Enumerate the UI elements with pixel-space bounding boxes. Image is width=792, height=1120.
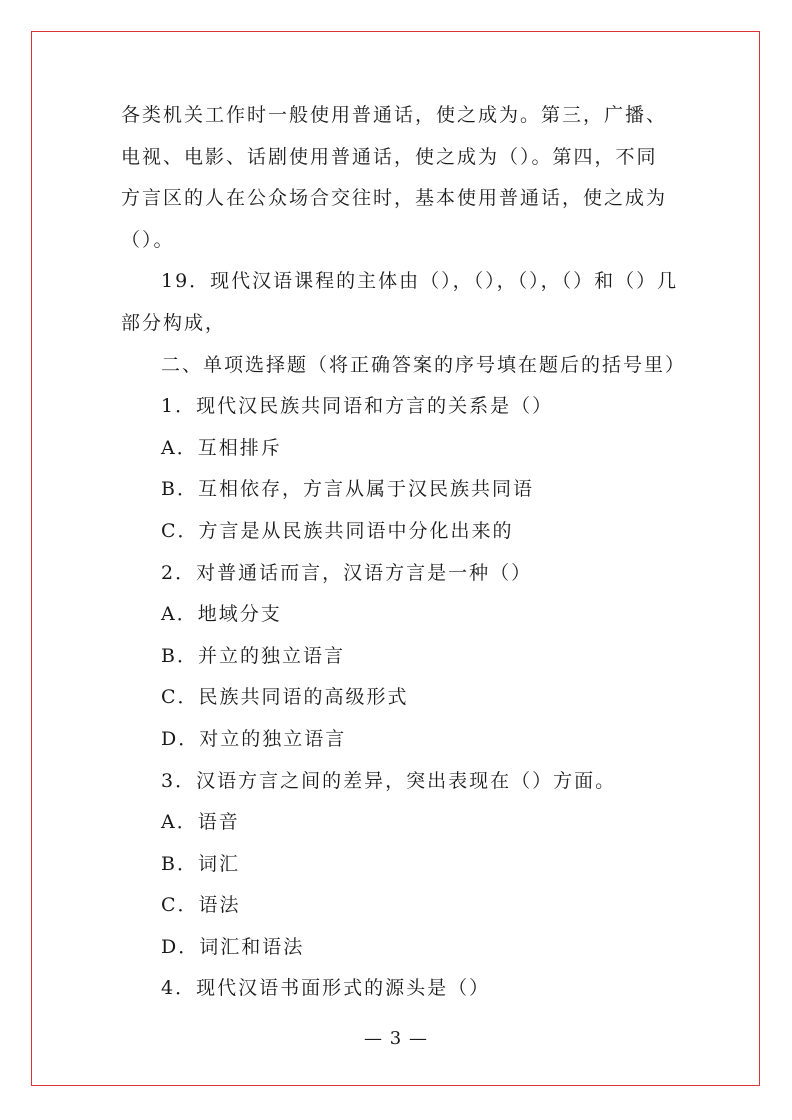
- option-a: A．语音: [161, 811, 240, 834]
- text-line: 各类机关工作时一般使用普通话，使之成为。第三，广播、: [121, 104, 668, 126]
- question-2: 2．对普通话而言，汉语方言是一种（）: [161, 561, 533, 584]
- option-b: B．词汇: [161, 852, 240, 875]
- question-1: 1．现代汉民族共同语和方言的关系是（）: [161, 395, 554, 418]
- option-d: D．对立的独立语言: [161, 727, 347, 750]
- option-a: A．地域分支: [161, 603, 282, 626]
- question-3: 3．汉语方言之间的差异，突出表现在（）方面。: [161, 769, 617, 792]
- section-heading: 二、单项选择题（将正确答案的序号填在题后的括号里）: [161, 353, 687, 376]
- page-number: — 3 —: [364, 1028, 428, 1049]
- option-c: C．方言是从民族共同语中分化出来的: [161, 519, 514, 542]
- option-c: C．语法: [161, 894, 241, 917]
- text-line: 部分构成，: [121, 311, 227, 334]
- document-body: [121, 95, 687, 1010]
- option-d: D．词汇和语法: [161, 935, 305, 958]
- text-line: 方言区的人在公众场合交往时，基本使用普通话，使之成为: [121, 187, 668, 210]
- option-b: B．并立的独立语言: [161, 644, 345, 667]
- option-c: C．民族共同语的高级形式: [161, 686, 409, 709]
- question-4: 4．现代汉语书面形式的源头是（）: [161, 977, 491, 1000]
- question-19: 19．现代汉语课程的主体由（），（），（），（）和（）几: [161, 270, 679, 293]
- text-line: （）。: [121, 228, 175, 251]
- option-a: A．互相排斥: [161, 436, 282, 459]
- text-line: 电视、电影、话剧使用普通话，使之成为（）。第四，不同: [121, 145, 658, 168]
- option-b: B．互相依存，方言从属于汉民族共同语: [161, 478, 534, 501]
